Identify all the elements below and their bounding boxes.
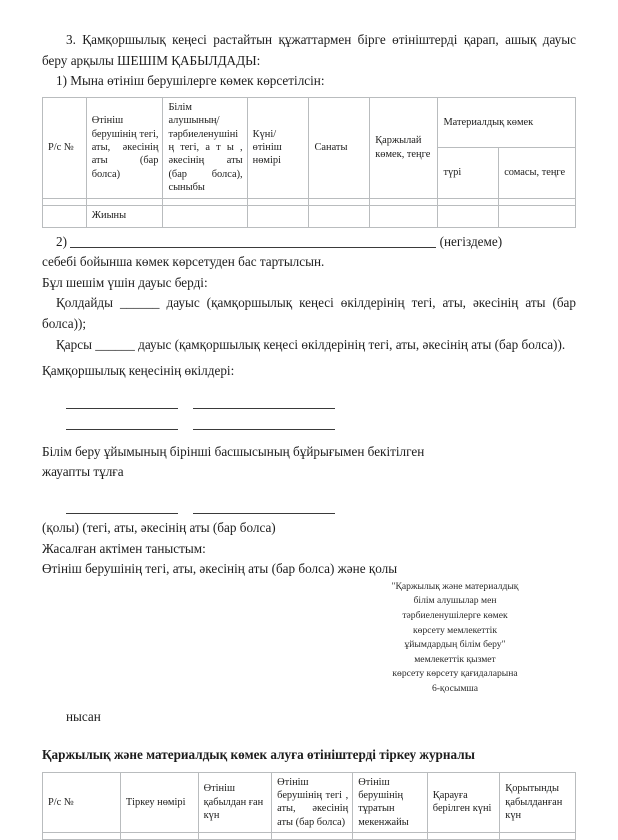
journal-header-accept-date: Өтініш қабылдан ған күн <box>198 772 272 833</box>
journal-header-no: Р/с № <box>43 772 121 833</box>
signature-rule <box>66 513 178 514</box>
cell-empty <box>370 198 438 205</box>
paragraph-item-2-continuation: себебі бойынша көмек көрсетуден бас тартылсын. <box>42 252 576 273</box>
journal-header-reg-number: Тіркеу нөмірі <box>120 772 198 833</box>
paragraph-acknowledgement-line2: Өтініш берушінің тегі, аты, әкесінің аты (бар болса) және қолы <box>42 559 576 580</box>
aid-table <box>42 97 576 228</box>
header-cell-material-aid-group: Материалдық көмек <box>438 97 576 147</box>
signature-rule <box>193 429 335 430</box>
signature-line-row <box>66 497 576 518</box>
cell-empty <box>353 833 428 840</box>
cell-empty <box>120 833 198 840</box>
paragraph-responsible-line2: жауапты тұлға <box>42 462 576 483</box>
cell-empty <box>427 833 499 840</box>
signature-line-row <box>66 392 576 413</box>
table-row-header-group <box>43 97 576 147</box>
paragraph-responsible-caption: (қолы) (тегі, аты, әкесінің аты (бар болса) <box>42 518 576 539</box>
paragraph-voting-against: Қарсы ______ дауыс (қамқоршылық кеңесі өкілдерінің тегі, аты, әкесінің аты (бар болса)). <box>42 335 576 356</box>
representatives-signature-lines <box>42 392 576 434</box>
annex-line-6: мемлекеттік қызмет <box>350 653 560 668</box>
signature-line-row <box>66 413 576 434</box>
table-row-total <box>43 205 576 227</box>
journal-table-wrapper <box>42 772 576 840</box>
paragraph-voting-lead: Бұл шешім үшін дауыс берді: <box>42 273 576 294</box>
cell-total-label: Жиыны <box>86 205 163 227</box>
cell-total-category <box>309 205 370 227</box>
responsible-signature-lines <box>42 497 576 518</box>
header-cell-applicant-name: Өтініш берушінің тегі, аты, әкесінің аты (бар болса) <box>86 97 163 198</box>
paragraph-item-2 <box>42 232 576 253</box>
journal-table <box>42 772 576 840</box>
cell-empty <box>499 198 576 205</box>
table-row-empty <box>43 198 576 205</box>
paragraph-form-word: нысан <box>42 707 576 727</box>
cell-total-student <box>163 205 247 227</box>
annex-line-3: тәрбиеленушілерге көмек <box>350 609 560 624</box>
header-cell-no: Р/с № <box>43 97 87 198</box>
paragraph-decision-intro: 3. Қамқоршылық кеңесі растайтын құжаттармен бірге өтініштерді қарап, ашық дауыс беру арқылы ШЕШІМ ҚАБЫЛДАДЫ: <box>42 30 576 71</box>
signature-rule <box>66 429 178 430</box>
aid-table-wrapper <box>42 97 576 228</box>
paragraph-representatives-label: Қамқоршылық кеңесінің өкілдері: <box>42 361 576 382</box>
signature-rule <box>66 408 178 409</box>
cell-empty <box>43 198 87 205</box>
cell-total-financial <box>370 205 438 227</box>
header-cell-financial-aid: Қаржылай көмек, теңге <box>370 97 438 198</box>
cell-empty <box>247 198 309 205</box>
cell-empty <box>163 198 247 205</box>
journal-header-address: Өтініш берушінің тұратын мекенжайы <box>353 772 428 833</box>
cell-empty <box>198 833 272 840</box>
blank-fill-rule-basis <box>70 247 436 248</box>
journal-header-conclusion-date: Қорытынды қабылданған күн <box>500 772 576 833</box>
header-cell-material-sum: сомасы, теңге <box>499 148 576 198</box>
item-2-basis-label: (негіздеме) <box>440 234 503 249</box>
signature-rule <box>193 408 335 409</box>
cell-empty <box>309 198 370 205</box>
cell-total-material-sum <box>499 205 576 227</box>
paragraph-voting-for: Қолдайды ______ дауыс (қамқоршылық кеңесі өкілдерінің тегі, аты, әкесінің аты (бар болса)); <box>42 293 576 334</box>
annex-line-4: көрсету мемлекеттік <box>350 624 560 639</box>
cell-empty <box>500 833 576 840</box>
cell-total-material-type <box>438 205 499 227</box>
journal-title: Қаржылық және материалдық көмек алуға өтініштерді тіркеу журналы <box>42 745 576 765</box>
header-cell-date-number: Күні/өтініш нөмірі <box>247 97 309 198</box>
header-cell-material-type: түрі <box>438 148 499 198</box>
paragraph-responsible-line1: Білім беру ұйымының бірінші басшысының бұйрығымен бекітілген <box>42 442 576 463</box>
paragraph-acknowledgement-line1: Жасалған актімен таныстым: <box>42 539 576 560</box>
annex-line-8: 6-қосымша <box>350 682 560 697</box>
cell-empty <box>43 833 121 840</box>
journal-header-review-date: Қарауға берілген күні <box>427 772 499 833</box>
annex-reference-block <box>350 580 560 697</box>
header-cell-category: Санаты <box>309 97 370 198</box>
cell-empty <box>86 198 163 205</box>
cell-total-no <box>43 205 87 227</box>
signature-rule <box>193 513 335 514</box>
annex-line-2: білім алушылар мен <box>350 594 560 609</box>
cell-total-date <box>247 205 309 227</box>
annex-line-7: көрсету көрсету қағидаларына <box>350 667 560 682</box>
cell-empty <box>438 198 499 205</box>
table-row-header <box>43 772 576 833</box>
journal-header-applicant-name: Өтініш берушінің тегі , аты, әкесінің аты (бар болса) <box>272 772 353 833</box>
table-row-empty <box>43 833 576 840</box>
cell-empty <box>272 833 353 840</box>
annex-line-1: "Қаржылық және материалдық <box>350 580 560 595</box>
header-cell-student-name: Білім алушының/ тәрбиеленушінің тегі, а т ы , әкесінің аты (бар болса), сыныбы <box>163 97 247 198</box>
annex-line-5: ұйымдардың білім беру" <box>350 638 560 653</box>
paragraph-item-1: 1) Мына өтініш берушілерге көмек көрсетілсін: <box>42 71 576 92</box>
document-content <box>42 30 576 840</box>
item-2-prefix: 2) <box>56 234 67 249</box>
